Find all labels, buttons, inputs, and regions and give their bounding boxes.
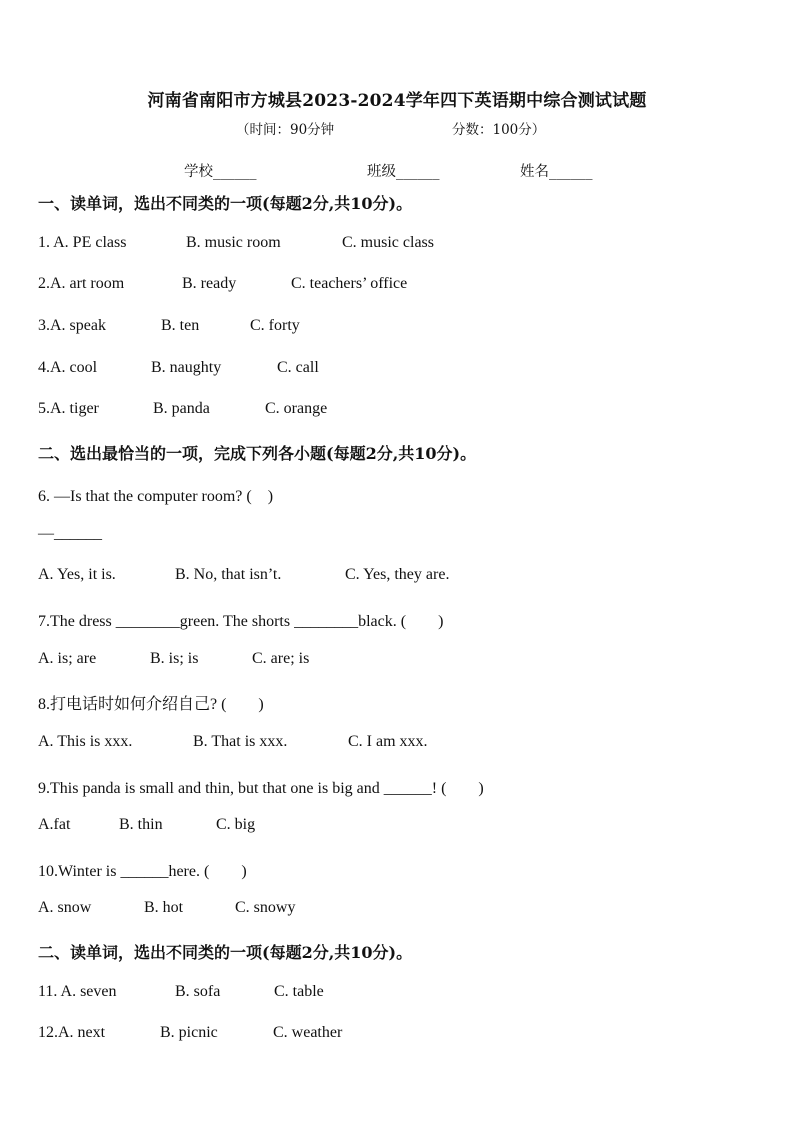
q8-option-a: A. This is xxx. [38,733,133,750]
question-10-stem: 10.Winter is ______here. ( ) [38,863,247,880]
q6-option-a: A. Yes, it is. [38,566,116,583]
q10-option-b: B. hot [144,899,184,916]
q1-option-b: B. music room [186,234,281,251]
q6-option-b: B. No, that isn’t. [175,566,282,583]
section-1-heading: 一、读单词，选出不同类的一项(每题2分,共10分)。 [38,194,413,213]
q7-option-c: C. are; is [252,650,310,667]
exam-title: 河南省南阳市方城县2023-2024学年四下英语期中综合测试试题 [147,91,647,111]
q7-option-a: A. is; are [38,650,97,667]
total-score: 分数：100分） [452,122,546,138]
q2-option-a: 2.A. art room [38,275,125,292]
q5-option-a: 5.A. tiger [38,400,99,417]
school-field: 学校______ [184,164,257,180]
q3-option-b: B. ten [161,317,200,334]
q12-option-c: C. weather [273,1024,343,1041]
q9-option-a: A.fat [38,816,71,833]
q9-option-b: B. thin [119,816,163,833]
q8-option-b: B. That is xxx. [193,733,288,750]
question-9-stem: 9.This panda is small and thin, but that one is big and ______! ( ) [38,780,484,797]
q4-option-b: B. naughty [151,359,222,376]
q1-option-c: C. music class [342,234,434,251]
q11-option-c: C. table [274,983,324,1000]
q8-option-c: C. I am xxx. [348,733,428,750]
name-field: 姓名______ [520,164,593,180]
q9-option-c: C. big [216,816,256,833]
section-2-heading: 二、选出最恰当的一项，完成下列各小题(每题2分,共10分)。 [38,444,477,463]
question-6-stem: 6. —Is that the computer room? ( ) [38,488,274,505]
question-7-stem: 7.The dress ________green. The shorts ________black. ( ) [38,613,444,630]
q6-option-c: C. Yes, they are. [345,566,450,583]
q11-option-a: 11. A. seven [38,983,117,1000]
question-6-answer-line: —______ [38,525,102,542]
time-limit: （时间：90分钟 [236,122,335,138]
section-3-heading: 二、读单词，选出不同类的一项(每题2分,共10分)。 [38,943,413,962]
q2-option-c: C. teachers’ office [291,275,408,292]
q3-option-c: C. forty [250,317,300,334]
question-8-stem: 8.打电话时如何介绍自己? ( ) [38,696,264,713]
q12-option-a: 12.A. next [38,1024,106,1041]
q11-option-b: B. sofa [175,983,221,1000]
q5-option-c: C. orange [265,400,328,417]
q2-option-b: B. ready [182,275,237,292]
q1-option-a: 1. A. PE class [38,234,127,251]
class-field: 班级______ [367,164,440,180]
q3-option-a: 3.A. speak [38,317,106,334]
q7-option-b: B. is; is [150,650,199,667]
q10-option-a: A. snow [38,899,92,916]
q4-option-a: 4.A. cool [38,359,98,376]
q12-option-b: B. picnic [160,1024,218,1041]
q5-option-b: B. panda [153,400,210,417]
q4-option-c: C. call [277,359,319,376]
q10-option-c: C. snowy [235,899,296,916]
